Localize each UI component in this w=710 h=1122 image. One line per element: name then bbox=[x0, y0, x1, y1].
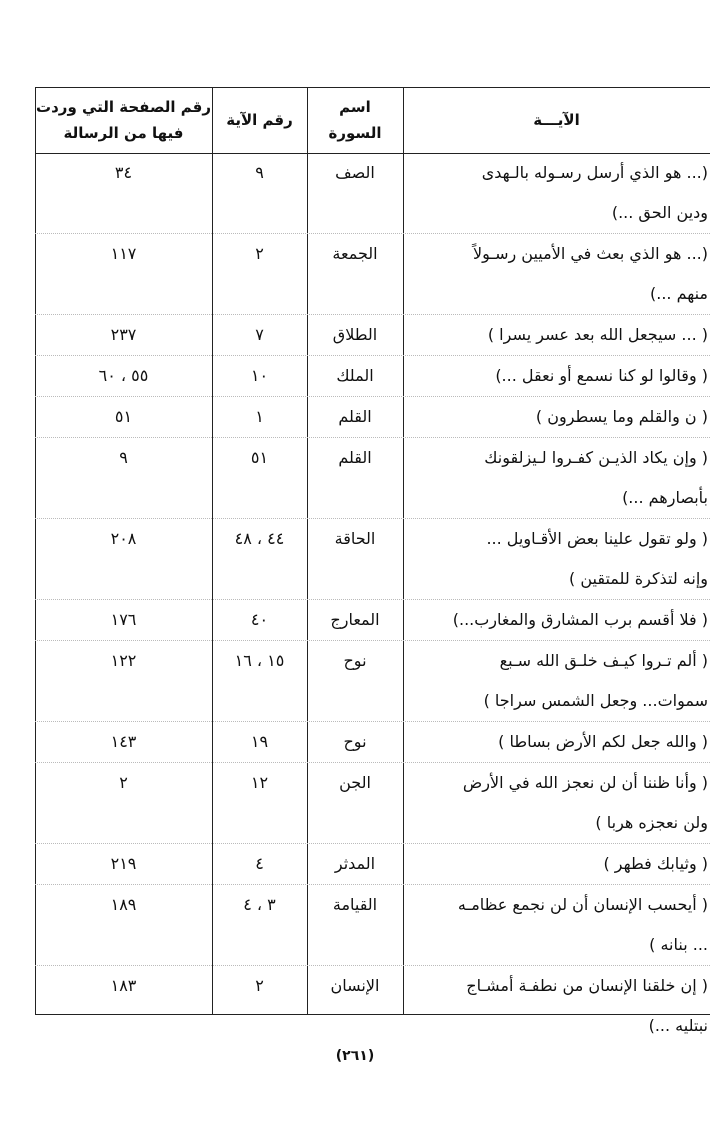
header-ayah-label: الآيـــة bbox=[533, 111, 580, 129]
ayah-number: ١ bbox=[255, 407, 264, 426]
table-row bbox=[35, 885, 710, 966]
header-page-number bbox=[35, 87, 212, 153]
ayah-text bbox=[412, 519, 710, 599]
header-surah bbox=[307, 87, 403, 153]
ayah-text bbox=[412, 356, 710, 396]
table-row bbox=[35, 722, 710, 763]
surah-name: الجن bbox=[339, 773, 371, 792]
ayah-number: ٢ bbox=[255, 244, 264, 263]
header-ayah bbox=[403, 87, 710, 153]
surah-name: القلم bbox=[338, 448, 372, 467]
page-reference: ١٢٢ bbox=[110, 651, 137, 670]
ayah-text bbox=[412, 722, 710, 762]
ayah-text bbox=[412, 315, 710, 355]
page-reference: ١٨٣ bbox=[110, 976, 137, 995]
surah-name: القلم bbox=[338, 407, 372, 426]
ayah-number: ٤ bbox=[255, 854, 264, 873]
header-surah-line1: اسم bbox=[339, 98, 371, 116]
ayah-line: (... هو الذي بعث في الأميين رسـولاً bbox=[472, 244, 708, 263]
page-reference: ١٤٣ bbox=[110, 732, 137, 751]
ayah-line: ( والله جعل لكم الأرض بساطا ) bbox=[498, 732, 708, 751]
ayah-number: ١٥ ، ١٦ bbox=[234, 651, 285, 670]
ayah-number: ٧ bbox=[255, 325, 264, 344]
surah-name: القيامة bbox=[332, 895, 378, 914]
ayah-index-table bbox=[35, 87, 710, 1035]
table-row bbox=[35, 397, 710, 438]
ayah-line: ( وإن يكاد الذيـن كفـروا لـيزلقونك bbox=[484, 448, 708, 467]
ayah-line: منهم ...) bbox=[649, 284, 708, 303]
header-ayah-number-label: رقم الآية bbox=[226, 111, 293, 129]
ayah-text bbox=[412, 397, 710, 437]
ayah-line: ( ولو تقول علينا بعض الأقـاويل ... bbox=[486, 529, 708, 548]
surah-name: الحاقة bbox=[334, 529, 376, 548]
ayah-number: ١٩ bbox=[250, 732, 269, 751]
ayah-text bbox=[412, 153, 710, 233]
ayah-line: ( إن خلقنا الإنسان من نطفـة أمشـاج bbox=[466, 976, 708, 995]
ayah-text bbox=[412, 641, 710, 721]
page-reference: ٢ bbox=[119, 773, 128, 792]
table-row bbox=[35, 641, 710, 722]
surah-name: نوح bbox=[343, 732, 367, 751]
ayah-line: ... بنانه ) bbox=[649, 935, 708, 954]
page-reference: ٥٥ ، ٦٠ bbox=[98, 366, 149, 385]
table-row bbox=[35, 356, 710, 397]
table-row bbox=[35, 153, 710, 234]
page-reference: ١١٧ bbox=[110, 244, 137, 263]
ayah-number: ٤٠ bbox=[250, 610, 269, 629]
ayah-text bbox=[412, 763, 710, 843]
ayah-number: ٥١ bbox=[250, 448, 269, 467]
ayah-line: ولن نعجزه هربا ) bbox=[595, 813, 708, 832]
ayah-line: ( وأنا ظننا أن لن نعجز الله في الأرض bbox=[462, 773, 708, 792]
table-row bbox=[35, 966, 710, 1046]
ayah-text bbox=[412, 600, 710, 640]
ayah-text bbox=[412, 966, 710, 1046]
ayah-line: سموات... وجعل الشمس سراجا ) bbox=[483, 691, 708, 710]
table-row bbox=[35, 844, 710, 885]
ayah-line: ودين الحق ...) bbox=[611, 203, 708, 222]
ayah-line: ( ن والقلم وما يسطرون ) bbox=[535, 407, 708, 426]
ayah-line: ( ألم تـروا كيـف خلـق الله سـبع bbox=[499, 651, 708, 670]
ayah-number: ٩ bbox=[255, 163, 264, 182]
table-row bbox=[35, 234, 710, 315]
table-row bbox=[35, 600, 710, 641]
ayah-line: ( وثيابك فطهر ) bbox=[603, 854, 708, 873]
surah-name: المعارج bbox=[330, 610, 380, 629]
ayah-line: ( وقالوا لو كنا نسمع أو نعقل ...) bbox=[495, 366, 708, 385]
header-page-line1: رقم الصفحة التي وردت bbox=[36, 98, 211, 116]
page-reference: ٢١٩ bbox=[110, 854, 137, 873]
ayah-text bbox=[412, 885, 710, 965]
ayah-line: وإنه لتذكرة للمتقين ) bbox=[569, 569, 708, 588]
page-reference: ١٧٦ bbox=[110, 610, 137, 629]
ayah-number: ٣ ، ٤ bbox=[243, 895, 276, 914]
ayah-text bbox=[412, 234, 710, 314]
ayah-line: ( فلا أقسم برب المشارق والمغارب...) bbox=[452, 610, 708, 629]
page-reference: ٥١ bbox=[114, 407, 133, 426]
surah-name: الجمعة bbox=[332, 244, 378, 263]
ayah-line: بأبصارهم ...) bbox=[622, 488, 708, 507]
surah-name: الطلاق bbox=[332, 325, 378, 344]
table-row bbox=[35, 519, 710, 600]
surah-name: الملك bbox=[336, 366, 374, 385]
ayah-number: ١٢ bbox=[250, 773, 269, 792]
ayah-number: ١٠ bbox=[250, 366, 269, 385]
surah-name: الصف bbox=[335, 163, 375, 182]
ayah-text bbox=[412, 844, 710, 884]
surah-name: نوح bbox=[343, 651, 367, 670]
page-reference: ٢٣٧ bbox=[110, 325, 137, 344]
page-number: (٢٦١) bbox=[335, 1048, 375, 1064]
surah-name: المدثر bbox=[334, 854, 376, 873]
page-reference: ٩ bbox=[119, 448, 128, 467]
surah-name: الإنسان bbox=[330, 976, 380, 995]
ayah-line: ( ... سيجعل الله بعد عسر يسرا ) bbox=[487, 325, 708, 344]
ayah-line: نبتليه ...) bbox=[648, 1016, 708, 1035]
page-reference: ١٨٩ bbox=[110, 895, 137, 914]
table-row bbox=[35, 438, 710, 519]
table-row bbox=[35, 315, 710, 356]
header-ayah-number bbox=[212, 87, 307, 153]
page-reference: ٣٤ bbox=[114, 163, 133, 182]
header-surah-line2: السورة bbox=[328, 124, 382, 142]
table-body bbox=[35, 153, 710, 1035]
ayah-number: ٤٤ ، ٤٨ bbox=[234, 529, 285, 548]
ayah-text bbox=[412, 438, 710, 518]
ayah-line: ( أيحسب الإنسان أن لن نجمع عظامـه bbox=[457, 895, 708, 914]
ayah-number: ٢ bbox=[255, 976, 264, 995]
header-page-line2: فيها من الرسالة bbox=[63, 124, 184, 142]
page-reference: ٢٠٨ bbox=[110, 529, 137, 548]
ayah-line: (... هو الذي أرسل رسـوله بالـهدى bbox=[481, 163, 708, 182]
table-row bbox=[35, 763, 710, 844]
